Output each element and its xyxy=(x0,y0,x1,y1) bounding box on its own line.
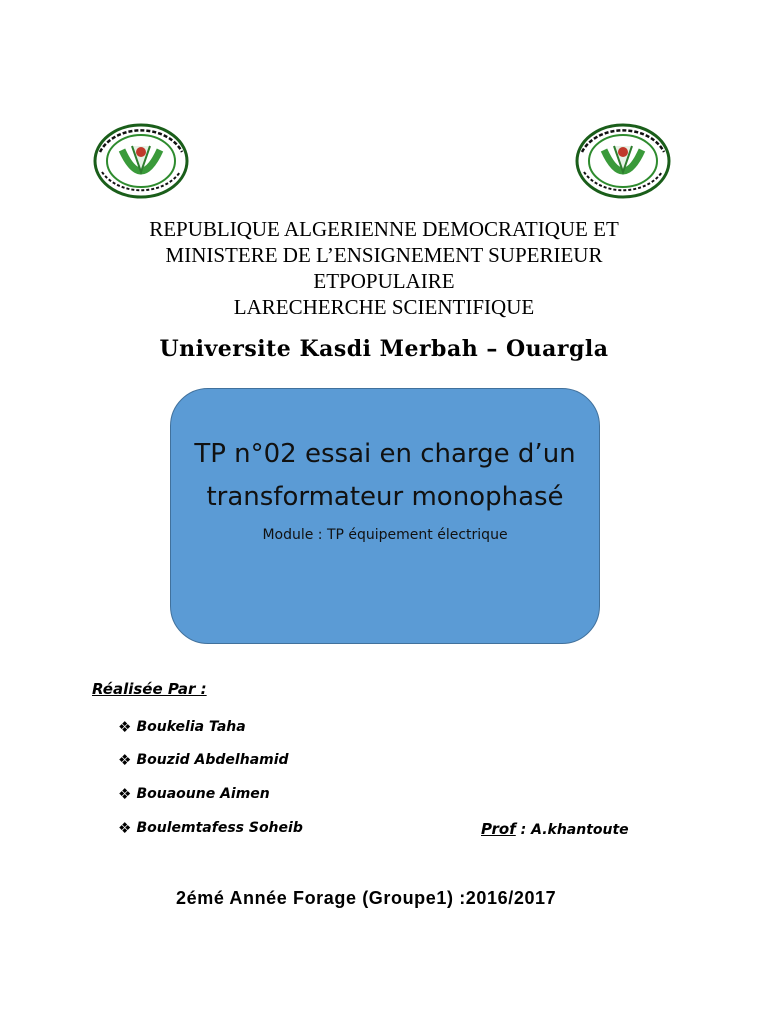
title-box xyxy=(170,388,600,644)
student-item xyxy=(118,718,246,736)
header-line-4: LARECHERCHE SCIENTIFIQUE xyxy=(233,295,535,319)
document-title: TP n°02 essai en charge d’un transformateur monophasé xyxy=(194,439,576,512)
header-line-3: ETPOPULAIRE xyxy=(313,269,455,293)
prof-name: : A.khantoute xyxy=(515,822,629,838)
ministry-header xyxy=(0,216,768,320)
university-logo-left xyxy=(92,122,190,200)
student-item xyxy=(118,751,289,769)
module-label: Module : TP équipement électrique xyxy=(262,527,508,543)
diamond-bullet-icon: ❖ xyxy=(118,718,132,736)
diamond-bullet-icon: ❖ xyxy=(118,819,132,837)
student-name: Bouzid Abdelhamid xyxy=(136,752,289,768)
university-name: Universite Kasdi Merbah – Ouargla xyxy=(159,336,609,362)
realisee-par-label: Réalisée Par : xyxy=(92,680,207,698)
diamond-bullet-icon: ❖ xyxy=(118,751,132,769)
student-item xyxy=(118,819,303,837)
academic-year-footer: 2émé Année Forage (Groupe1) :2016/2017 xyxy=(176,888,557,908)
diamond-bullet-icon: ❖ xyxy=(118,785,132,803)
student-name: Boulemtafess Soheib xyxy=(136,820,303,836)
student-name: Bouaoune Aimen xyxy=(136,786,270,802)
student-item xyxy=(118,785,270,803)
student-name: Boukelia Taha xyxy=(136,719,246,735)
professor xyxy=(481,820,629,838)
prof-label: Prof xyxy=(481,820,516,838)
header-line-2: MINISTERE DE L’ENSIGNEMENT SUPERIEUR xyxy=(165,243,603,267)
university-logo-right xyxy=(574,122,672,200)
header-line-1: REPUBLIQUE ALGERIENNE DEMOCRATIQUE ET xyxy=(149,217,619,241)
